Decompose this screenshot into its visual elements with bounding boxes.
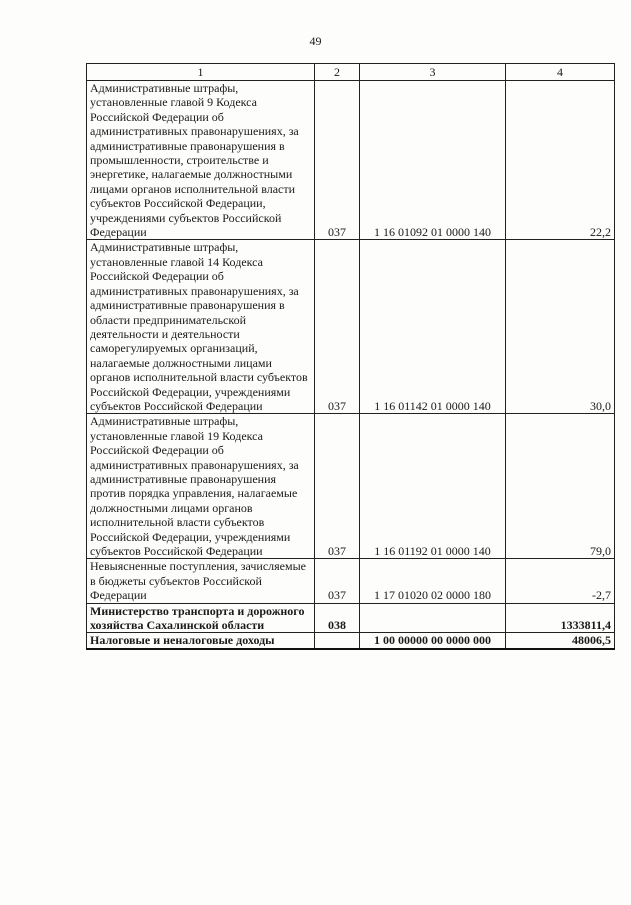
row-admin-code: 037 (315, 81, 360, 240)
row-description: Административные штрафы, установленные главой 9 Кодекса Российской Федерации об административных правонарушениях, за административные правонарушения в промышленности, строительстве и энергетике, налагаемые должностными лицами органов исполнительной власти субъектов Российской Федерации, учреждениями субъектов Российской Федерации (87, 81, 315, 240)
column-header-3: 3 (360, 64, 506, 81)
column-header-4: 4 (506, 64, 615, 81)
table-row-tax-revenue (87, 633, 615, 649)
row-description: Налоговые и неналоговые доходы (87, 633, 315, 649)
column-header-1: 1 (87, 64, 315, 81)
row-amount: 1333811,4 (506, 603, 615, 633)
column-header-2: 2 (315, 64, 360, 81)
budget-table (86, 63, 615, 650)
page-number: 49 (309, 34, 322, 48)
table-header-row (87, 64, 615, 81)
row-admin-code: 037 (315, 240, 360, 414)
row-description: Административные штрафы, установленные главой 14 Кодекса Российской Федерации об административных правонарушениях, за административные правонарушения в области предпринимательской деятельности и деятельности саморегулируемых организаций, налагаемые должностными лицами органов исполнительной власти субъектов Российской Федерации, учреждениями субъектов Российской Федерации (87, 240, 315, 414)
row-budget-classification-code: 1 17 01020 02 0000 180 (360, 559, 506, 603)
row-admin-code: 038 (315, 603, 360, 633)
table-row (87, 81, 615, 240)
table-row (87, 414, 615, 559)
row-budget-classification-code: 1 16 01092 01 0000 140 (360, 81, 506, 240)
row-budget-classification-code (360, 603, 506, 633)
row-admin-code (315, 633, 360, 649)
row-amount: 30,0 (506, 240, 615, 414)
row-description: Министерство транспорта и дорожного хозяйства Сахалинской области (87, 603, 315, 633)
row-amount: 48006,5 (506, 633, 615, 649)
row-amount: -2,7 (506, 559, 615, 603)
table-row-ministry (87, 603, 615, 633)
row-budget-classification-code: 1 16 01142 01 0000 140 (360, 240, 506, 414)
table-row (87, 240, 615, 414)
row-description: Невыясненные поступления, зачисляемые в бюджеты субъектов Российской Федерации (87, 559, 315, 603)
row-amount: 79,0 (506, 414, 615, 559)
row-admin-code: 037 (315, 559, 360, 603)
row-admin-code: 037 (315, 414, 360, 559)
row-amount: 22,2 (506, 81, 615, 240)
row-budget-classification-code: 1 00 00000 00 0000 000 (360, 633, 506, 649)
row-budget-classification-code: 1 16 01192 01 0000 140 (360, 414, 506, 559)
row-description: Административные штрафы, установленные главой 19 Кодекса Российской Федерации об административных правонарушениях, за административные правонарушения против порядка управления, налагаемые должностными лицами органов исполнительной власти субъектов Российской Федерации, учреждениями субъектов Российской Федерации (87, 414, 315, 559)
table-row (87, 559, 615, 603)
